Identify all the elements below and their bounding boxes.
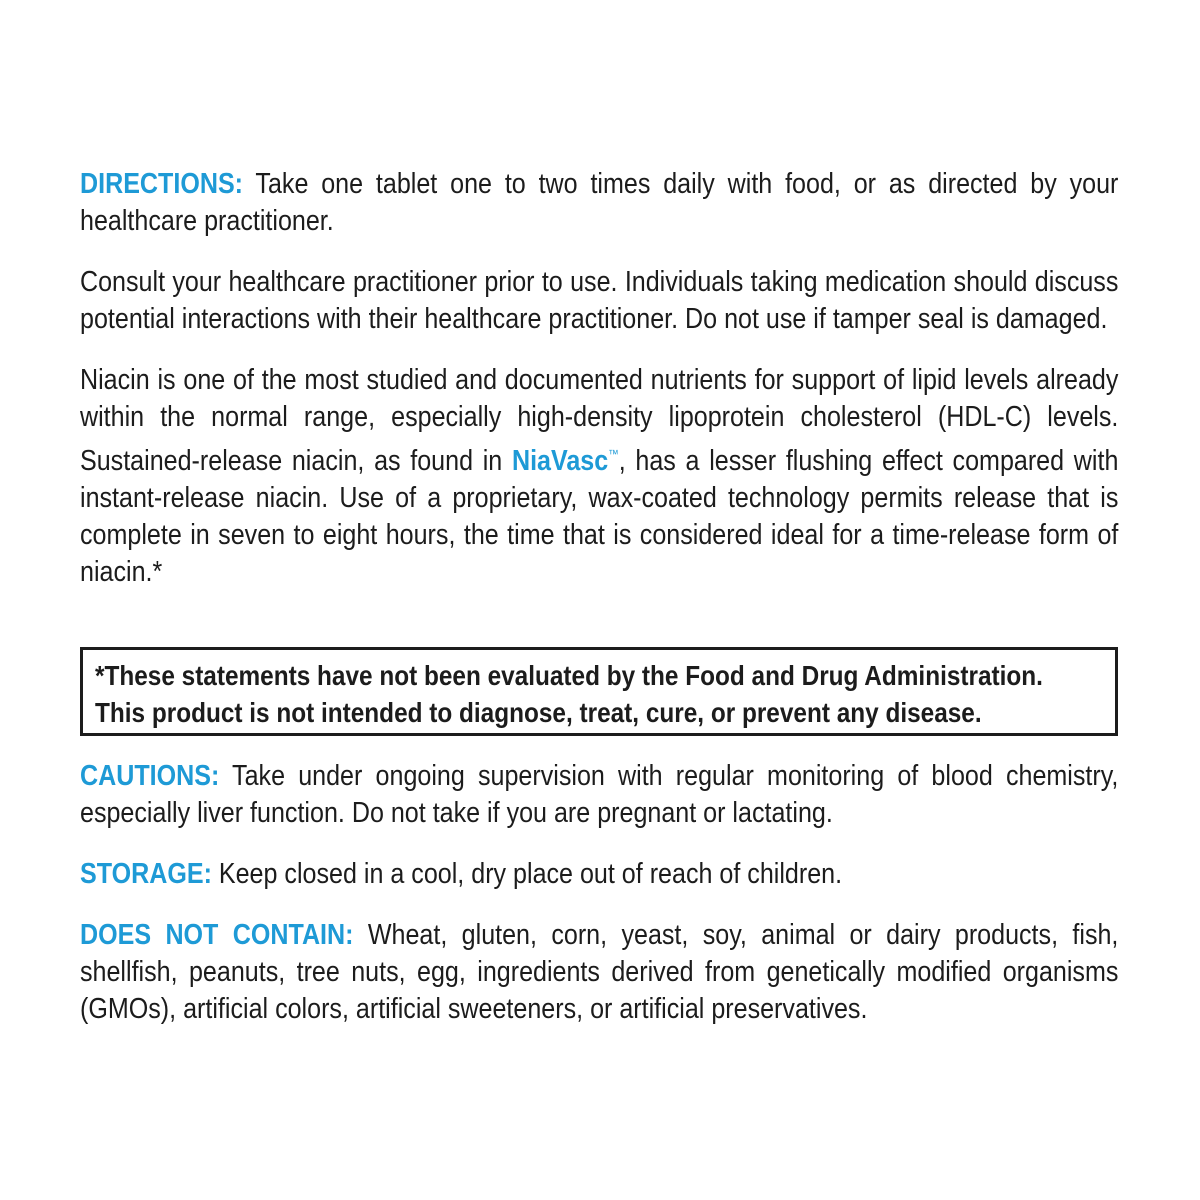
niavasc-brand xyxy=(512,445,619,477)
does-not-contain-label: DOES NOT CONTAIN: xyxy=(80,919,354,951)
cautions-paragraph xyxy=(80,758,1118,832)
directions-label: DIRECTIONS: xyxy=(80,168,244,200)
storage-text: Keep closed in a cool, dry place out of reach of children. xyxy=(211,858,843,890)
does-not-contain-paragraph xyxy=(80,917,1118,1028)
consult-text: Consult your healthcare practitioner prior to use. Individuals taking medication should discuss potential interactions with their healthcare practitioner. Do not use if tamper seal is damaged. xyxy=(80,266,1119,335)
consult-paragraph xyxy=(80,264,1118,338)
disclaimer-line-1: *These statements have not been evaluated by the Food and Drug Administration. xyxy=(95,660,1043,691)
cautions-label: CAUTIONS: xyxy=(80,760,220,792)
cautions-text: Take under ongoing supervision with regular monitoring of blood chemistry, especially liver function. Do not take if you are pregnant or lactating. xyxy=(80,760,1119,829)
niacin-text-after: , has a lesser flushing effect compared with instant-release niacin. Use of a proprietary, wax-coated technology permits release that is complete in seven to eight hours, the time that is considered ideal for a time-release form of niacin.* xyxy=(80,445,1119,588)
label-lower-section xyxy=(80,758,1118,1028)
directions-paragraph xyxy=(80,166,1118,240)
directions-text: Take one tablet one to two times daily with food, or as directed by your healthcare practitioner. xyxy=(80,168,1119,237)
does-not-contain-text: Wheat, gluten, corn, yeast, soy, animal or dairy products, fish, shellfish, peanuts, tree nuts, egg, ingredients derived from genetically modified organisms (GMOs), artificial colors, artificial sweeteners, or artificial preservatives. xyxy=(80,919,1119,1025)
brand-name: NiaVasc xyxy=(511,445,609,477)
fda-disclaimer-box xyxy=(80,647,1118,736)
niacin-text-before: Niacin is one of the most studied and documented nutrients for support of lipid levels already within the normal range, especially high-density lipoprotein cholesterol (HDL-C) levels. Sustained-release niacin, as found in xyxy=(80,364,1119,477)
disclaimer-line-2: This product is not intended to diagnose, treat, cure, or prevent any disease. xyxy=(95,697,982,728)
label-upper-section xyxy=(80,166,1118,591)
niacin-paragraph xyxy=(80,362,1118,591)
trademark-symbol: ™ xyxy=(608,447,619,461)
storage-label: STORAGE: xyxy=(80,858,212,890)
storage-paragraph xyxy=(80,856,1118,893)
